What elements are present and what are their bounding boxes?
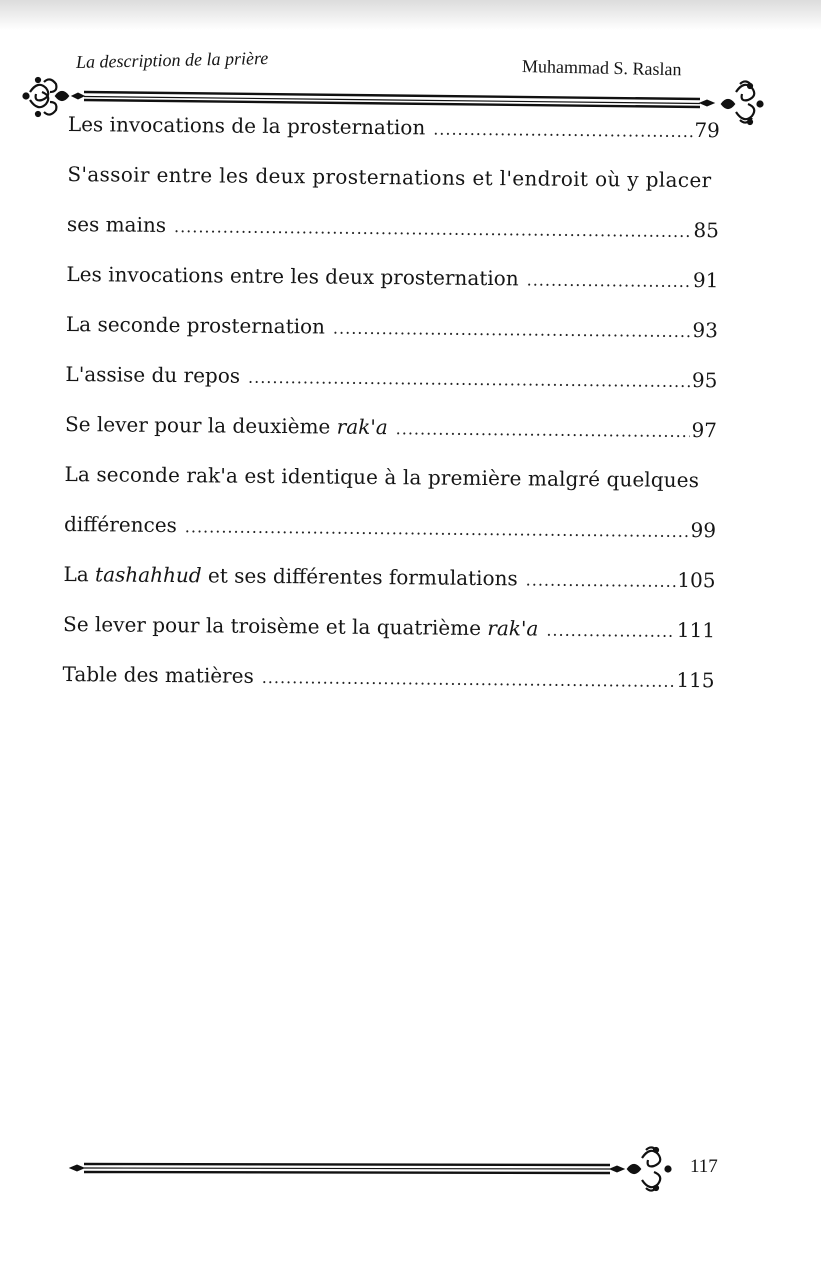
- toc-label-text: Se lever pour la deuxième: [64, 411, 337, 439]
- toc-entry: [64, 512, 716, 542]
- toc-entry-label: La seconde rak'a est identique à la première malgré quelques: [64, 461, 700, 493]
- toc-entry-page: 99: [690, 517, 717, 543]
- toc-leader-dots: [527, 268, 692, 294]
- toc-entry-label: Table des matières: [62, 661, 254, 688]
- toc-entry: [68, 112, 720, 142]
- toc-leader-dots: [248, 366, 690, 394]
- right-flourish-icon: [722, 81, 763, 124]
- toc-entry-page: 115: [676, 667, 715, 693]
- footer-double-rule: [70, 1164, 624, 1173]
- table-of-contents: [62, 112, 720, 718]
- toc-entry-page: 105: [677, 567, 716, 593]
- toc-entry-label: Les invocations de la prosternation: [67, 112, 426, 140]
- toc-leader-dots: [333, 317, 691, 344]
- toc-entry-label: La seconde prosternation: [65, 311, 326, 339]
- toc-entry: [63, 612, 715, 642]
- header-double-rule: [72, 92, 714, 107]
- toc-label-italic: rak'a: [336, 414, 388, 440]
- toc-entry: [65, 362, 717, 392]
- toc-entry: [67, 162, 719, 192]
- header-rule-ornament: [0, 0, 821, 130]
- toc-label-italic: tashahhud: [95, 562, 202, 588]
- toc-entry-label: [65, 412, 388, 439]
- toc-leader-dots: [433, 118, 692, 144]
- toc-entry: [66, 312, 718, 342]
- toc-entry-page: 91: [692, 268, 719, 293]
- left-flourish-icon: [24, 78, 69, 116]
- toc-entry-page: 79: [694, 118, 720, 143]
- toc-label-text: Se lever pour la troisème et la quatrième: [62, 611, 488, 641]
- toc-entry: [66, 262, 718, 292]
- toc-label-italic: rak'a: [487, 616, 539, 641]
- running-title: La description de la prière: [75, 47, 269, 72]
- toc-entry-page: 93: [692, 318, 719, 343]
- toc-leader-dots: [546, 619, 675, 644]
- toc-entry-label: différences: [63, 511, 177, 538]
- toc-entry-label: S'assoir entre les deux prosternations et l'endroit où y placer: [67, 161, 712, 193]
- toc-label-text: et ses différentes formulations: [201, 563, 518, 591]
- running-author: Muhammad S. Raslan: [521, 56, 682, 80]
- toc-leader-dots: [174, 215, 692, 244]
- toc-leader-dots: [526, 568, 676, 593]
- toc-entry-page: 95: [691, 368, 718, 393]
- toc-entry-page: 111: [676, 617, 716, 643]
- toc-entry: [64, 462, 716, 492]
- toc-entry-label: [63, 562, 517, 590]
- toc-entry: [65, 412, 717, 442]
- toc-entry-label: L'assise du repos: [65, 361, 241, 388]
- toc-entry-label: [63, 612, 539, 641]
- toc-leader-dots: [396, 417, 690, 444]
- footer-flourish-icon: [628, 1147, 671, 1190]
- toc-entry: [67, 212, 719, 242]
- page-number: 117: [690, 1156, 718, 1177]
- toc-entry: [62, 662, 714, 692]
- toc-entry: [63, 562, 715, 592]
- toc-entry-page: 85: [693, 218, 720, 243]
- toc-entry-page: 97: [691, 418, 718, 443]
- toc-leader-dots: [262, 666, 675, 694]
- toc-label-text: La: [63, 561, 96, 587]
- toc-leader-dots: [185, 515, 689, 544]
- toc-entry-label: ses mains: [66, 211, 167, 237]
- toc-entry-label: Les invocations entre les deux prosternation: [66, 261, 519, 291]
